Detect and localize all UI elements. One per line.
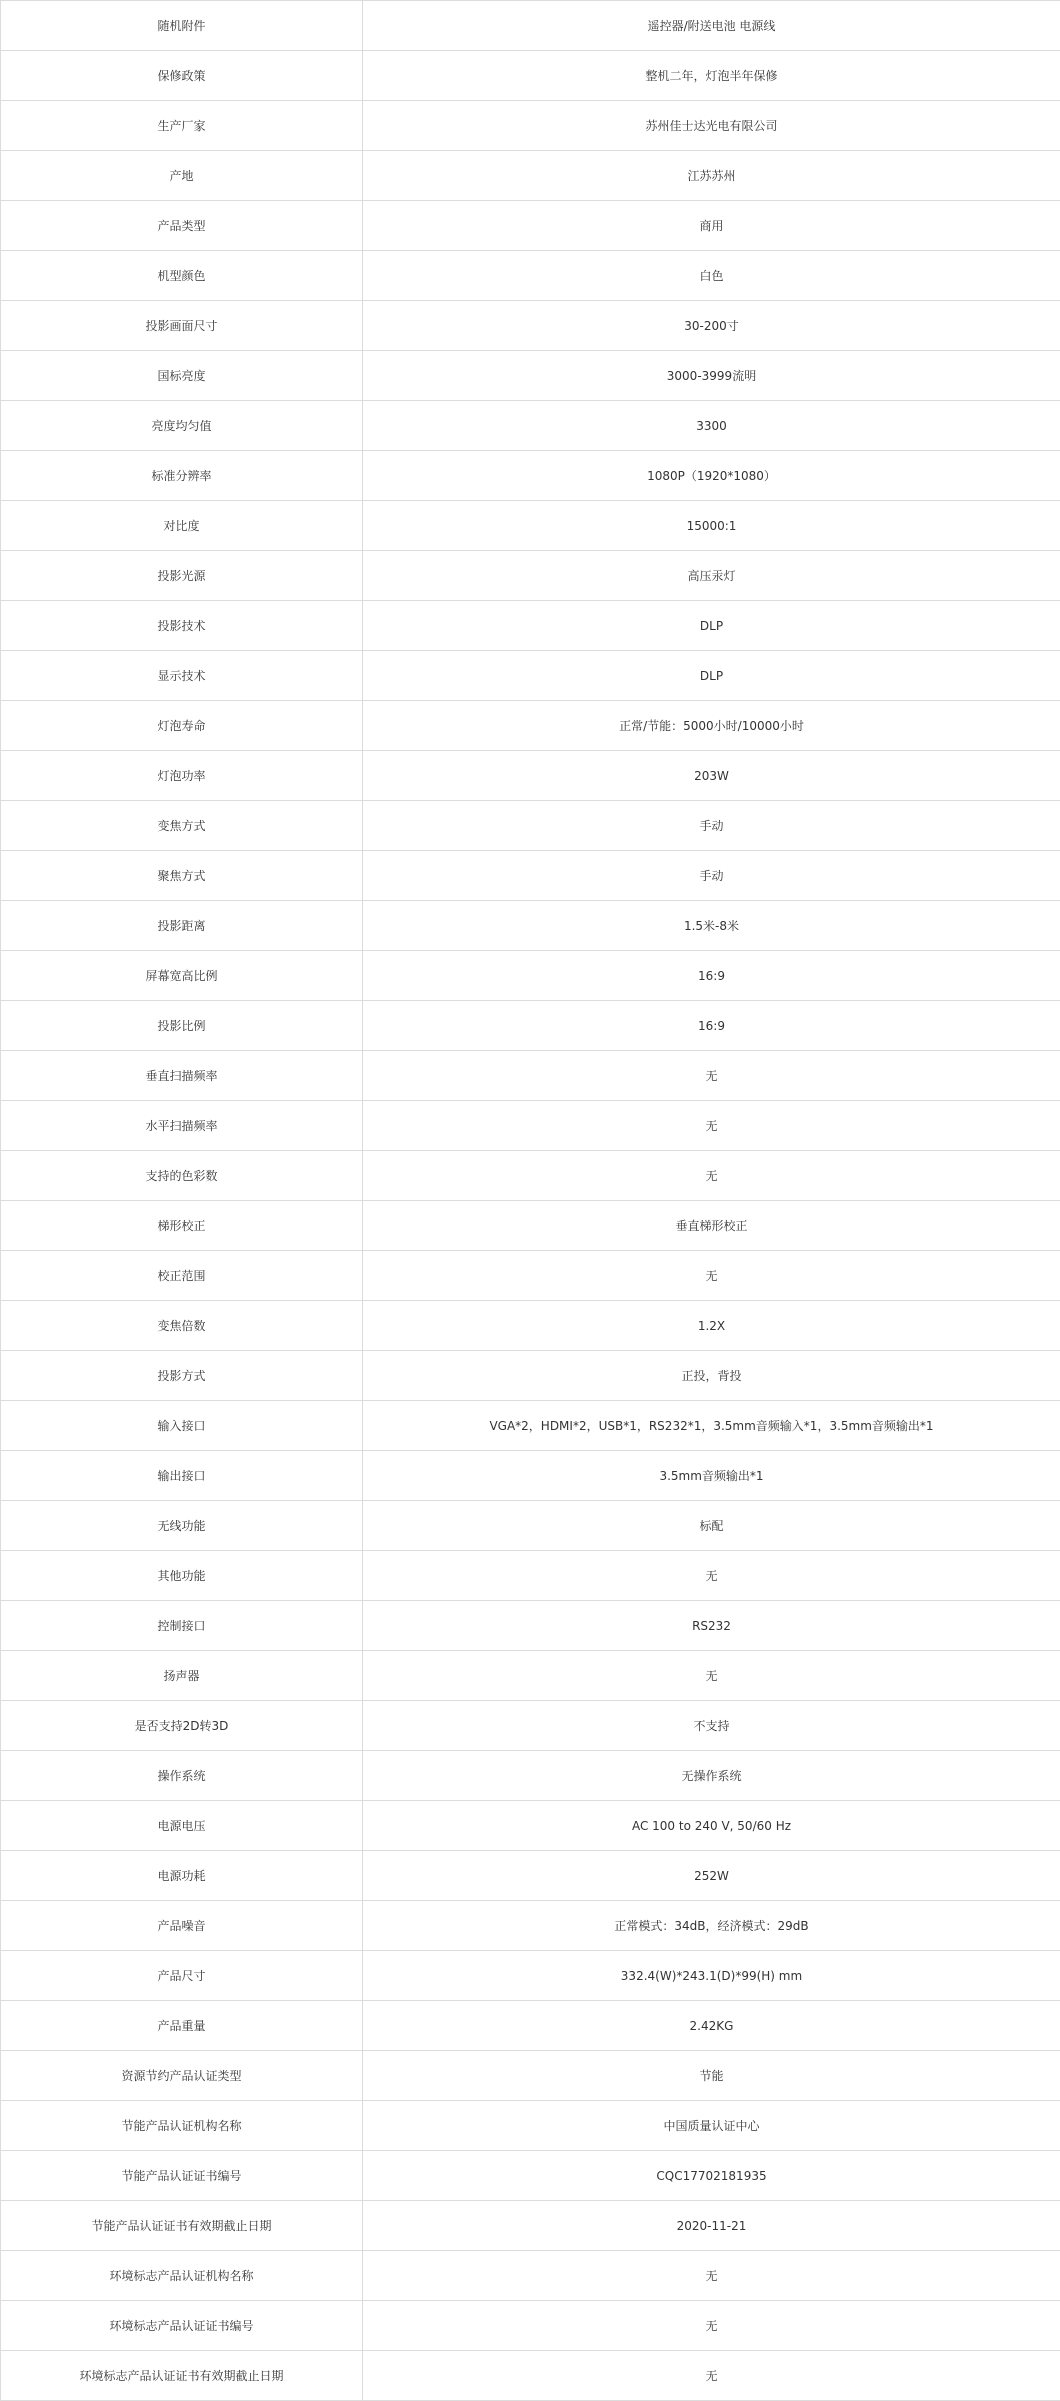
spec-value: 无 (363, 2251, 1060, 2301)
spec-label: 电源功耗 (1, 1851, 363, 1901)
spec-value: 无 (363, 1251, 1060, 1301)
spec-value: 苏州佳士达光电有限公司 (363, 101, 1060, 151)
spec-label: 聚焦方式 (1, 851, 363, 901)
spec-value: 1.5米-8米 (363, 901, 1060, 951)
spec-label: 亮度均匀值 (1, 401, 363, 451)
spec-label: 投影比例 (1, 1001, 363, 1051)
spec-label: 梯形校正 (1, 1201, 363, 1251)
table-row (1, 2201, 1060, 2251)
spec-value: 商用 (363, 201, 1060, 251)
spec-label: 环境标志产品认证证书有效期截止日期 (1, 2351, 363, 2401)
spec-label: 校正范围 (1, 1251, 363, 1301)
spec-value: 无 (363, 1551, 1060, 1601)
spec-label: 机型颜色 (1, 251, 363, 301)
spec-value: 正常模式：34dB，经济模式：29dB (363, 1901, 1060, 1951)
spec-value: 1080P（1920*1080） (363, 451, 1060, 501)
spec-label: 投影方式 (1, 1351, 363, 1401)
table-row (1, 1051, 1060, 1101)
spec-value: 无 (363, 2351, 1060, 2401)
spec-label: 变焦方式 (1, 801, 363, 851)
spec-label: 产品类型 (1, 201, 363, 251)
table-row (1, 1101, 1060, 1151)
spec-value: 332.4(W)*243.1(D)*99(H) mm (363, 1951, 1060, 2001)
table-row (1, 1851, 1060, 1901)
spec-label: 产品尺寸 (1, 1951, 363, 2001)
table-row (1, 1001, 1060, 1051)
table-row (1, 51, 1060, 101)
spec-label: 灯泡功率 (1, 751, 363, 801)
spec-value: 江苏苏州 (363, 151, 1060, 201)
spec-label: 节能产品认证证书有效期截止日期 (1, 2201, 363, 2251)
spec-value: 16:9 (363, 1001, 1060, 1051)
spec-label: 输入接口 (1, 1401, 363, 1451)
spec-label: 产品噪音 (1, 1901, 363, 1951)
table-row (1, 451, 1060, 501)
table-row (1, 1801, 1060, 1851)
table-row (1, 101, 1060, 151)
spec-value: 垂直梯形校正 (363, 1201, 1060, 1251)
spec-value: 15000:1 (363, 501, 1060, 551)
spec-value: 无 (363, 1051, 1060, 1101)
spec-label: 垂直扫描频率 (1, 1051, 363, 1101)
table-row (1, 851, 1060, 901)
spec-value: 30-200寸 (363, 301, 1060, 351)
spec-label: 投影技术 (1, 601, 363, 651)
spec-label: 水平扫描频率 (1, 1101, 363, 1151)
spec-value: CQC17702181935 (363, 2151, 1060, 2201)
table-row (1, 951, 1060, 1001)
spec-value: VGA*2，HDMI*2，USB*1，RS232*1，3.5mm音频输入*1，3.5mm音频输出*1 (363, 1401, 1060, 1451)
spec-label: 操作系统 (1, 1751, 363, 1801)
table-row (1, 1501, 1060, 1551)
spec-value: RS232 (363, 1601, 1060, 1651)
table-row (1, 2301, 1060, 2351)
table-row (1, 1951, 1060, 2001)
spec-label: 随机附件 (1, 1, 363, 51)
spec-value: 2020-11-21 (363, 2201, 1060, 2251)
spec-value: 手动 (363, 851, 1060, 901)
table-row (1, 151, 1060, 201)
spec-value: 不支持 (363, 1701, 1060, 1751)
table-row (1, 1301, 1060, 1351)
table-row (1, 1701, 1060, 1751)
table-row (1, 1401, 1060, 1451)
table-row (1, 2001, 1060, 2051)
spec-label: 显示技术 (1, 651, 363, 701)
spec-value: 正投，背投 (363, 1351, 1060, 1401)
spec-table-body (1, 1, 1060, 2401)
table-row (1, 901, 1060, 951)
spec-value: 白色 (363, 251, 1060, 301)
spec-label: 保修政策 (1, 51, 363, 101)
table-row (1, 601, 1060, 651)
spec-value: 整机二年，灯泡半年保修 (363, 51, 1060, 101)
spec-value: 无 (363, 1651, 1060, 1701)
spec-value: 正常/节能：5000小时/10000小时 (363, 701, 1060, 751)
table-row (1, 801, 1060, 851)
table-row (1, 1351, 1060, 1401)
table-row (1, 1751, 1060, 1801)
spec-label: 投影距离 (1, 901, 363, 951)
spec-label: 电源电压 (1, 1801, 363, 1851)
table-row (1, 2051, 1060, 2101)
table-row (1, 1151, 1060, 1201)
table-row (1, 651, 1060, 701)
spec-label: 环境标志产品认证机构名称 (1, 2251, 363, 2301)
spec-value: 2.42KG (363, 2001, 1060, 2051)
spec-label: 控制接口 (1, 1601, 363, 1651)
spec-label: 变焦倍数 (1, 1301, 363, 1351)
spec-value: 252W (363, 1851, 1060, 1901)
table-row (1, 1601, 1060, 1651)
table-row (1, 351, 1060, 401)
table-row (1, 2251, 1060, 2301)
spec-value: 节能 (363, 2051, 1060, 2101)
spec-value: 3000-3999流明 (363, 351, 1060, 401)
spec-label: 扬声器 (1, 1651, 363, 1701)
spec-label: 输出接口 (1, 1451, 363, 1501)
table-row (1, 701, 1060, 751)
table-row (1, 251, 1060, 301)
table-row (1, 1901, 1060, 1951)
table-row (1, 751, 1060, 801)
spec-label: 资源节约产品认证类型 (1, 2051, 363, 2101)
spec-label: 投影光源 (1, 551, 363, 601)
table-row (1, 1451, 1060, 1501)
spec-value: 无 (363, 1101, 1060, 1151)
table-row (1, 301, 1060, 351)
spec-label: 无线功能 (1, 1501, 363, 1551)
table-row (1, 2101, 1060, 2151)
spec-label: 投影画面尺寸 (1, 301, 363, 351)
spec-label: 标准分辨率 (1, 451, 363, 501)
spec-value: 手动 (363, 801, 1060, 851)
spec-value: 无 (363, 2301, 1060, 2351)
spec-label: 灯泡寿命 (1, 701, 363, 751)
spec-label: 其他功能 (1, 1551, 363, 1601)
spec-value: DLP (363, 601, 1060, 651)
spec-label: 节能产品认证机构名称 (1, 2101, 363, 2151)
spec-label: 节能产品认证证书编号 (1, 2151, 363, 2201)
spec-label: 对比度 (1, 501, 363, 551)
table-row (1, 1551, 1060, 1601)
spec-value: 无操作系统 (363, 1751, 1060, 1801)
spec-value: 16:9 (363, 951, 1060, 1001)
spec-value: 无 (363, 1151, 1060, 1201)
table-row (1, 501, 1060, 551)
spec-label: 国标亮度 (1, 351, 363, 401)
spec-label: 是否支持2D转3D (1, 1701, 363, 1751)
table-row (1, 1651, 1060, 1701)
spec-value: 1.2X (363, 1301, 1060, 1351)
spec-label: 生产厂家 (1, 101, 363, 151)
table-row (1, 2351, 1060, 2401)
spec-value: 标配 (363, 1501, 1060, 1551)
spec-label: 支持的色彩数 (1, 1151, 363, 1201)
spec-label: 环境标志产品认证证书编号 (1, 2301, 363, 2351)
spec-label: 产地 (1, 151, 363, 201)
table-row (1, 401, 1060, 451)
table-row (1, 551, 1060, 601)
spec-value: 3.5mm音频输出*1 (363, 1451, 1060, 1501)
spec-value: 中国质量认证中心 (363, 2101, 1060, 2151)
table-row (1, 201, 1060, 251)
spec-label: 产品重量 (1, 2001, 363, 2051)
spec-value: AC 100 to 240 V, 50/60 Hz (363, 1801, 1060, 1851)
spec-value: 3300 (363, 401, 1060, 451)
table-row (1, 1, 1060, 51)
table-row (1, 2151, 1060, 2201)
spec-label: 屏幕宽高比例 (1, 951, 363, 1001)
table-row (1, 1201, 1060, 1251)
table-row (1, 1251, 1060, 1301)
spec-value: DLP (363, 651, 1060, 701)
spec-value: 遥控器/附送电池 电源线 (363, 1, 1060, 51)
spec-value: 高压汞灯 (363, 551, 1060, 601)
spec-value: 203W (363, 751, 1060, 801)
